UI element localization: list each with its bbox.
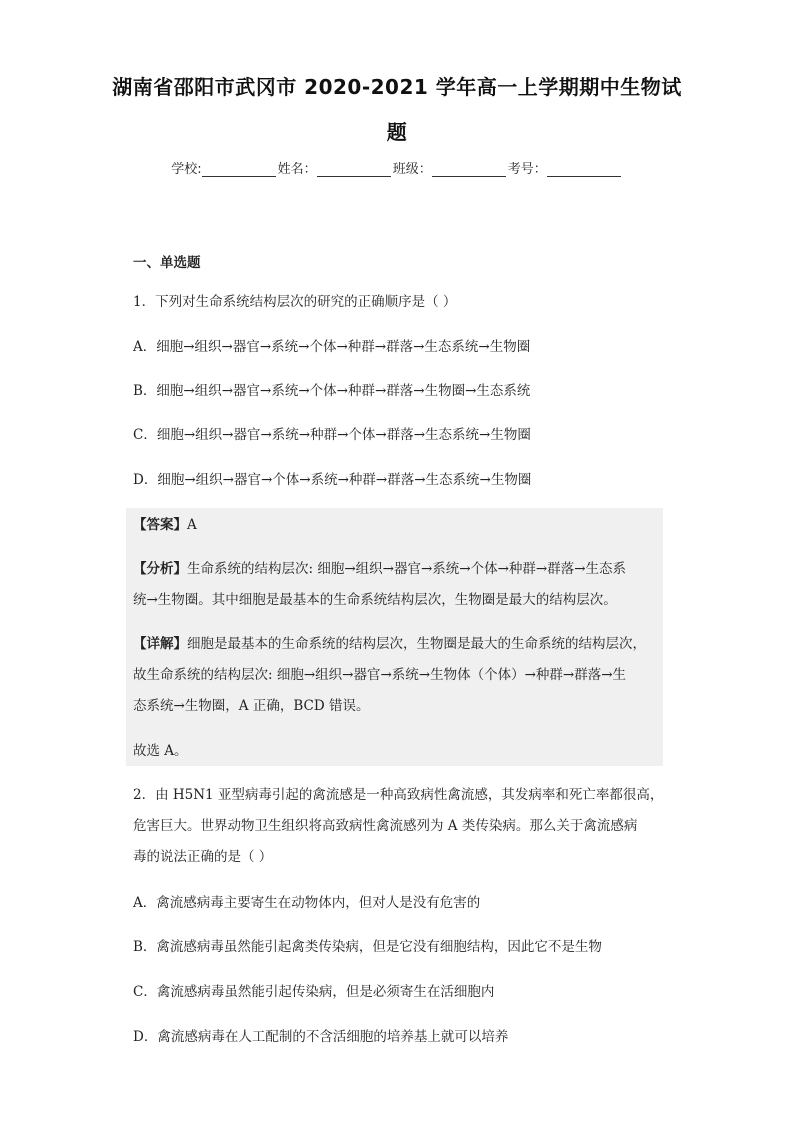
question-1-option-b: B．细胞→组织→器官→系统→个体→种群→群落→生物圈→生态系统 (133, 383, 531, 399)
exam-title-line2: 题 (386, 120, 408, 144)
name-label: 姓名： (277, 162, 317, 177)
question-1-detail-line3: 态系统→生物圈，A 正确，BCD 错误。 (133, 698, 370, 714)
question-1-option-c: C．细胞→组织→器官→系统→种群→个体→群落→生态系统→生物圈 (133, 427, 531, 443)
detail-tag: 【详解】 (133, 636, 187, 652)
question-2-stem-line1: 2．由 H5N1 亚型病毒引起的禽流感是一种高致病性禽流感，其发病率和死亡率都很高， (133, 787, 664, 803)
question-2-option-d: D．禽流感病毒在人工配制的不含活细胞的培养基上就可以培养 (133, 1029, 509, 1045)
question-2-option-c: C．禽流感病毒虽然能引起传染病，但是必须寄生在活细胞内 (133, 984, 495, 1000)
question-1-analysis-line2: 统→生物圈。其中细胞是最基本的生命系统结构层次，生物圈是最大的结构层次。 (133, 592, 617, 608)
student-info-row (0, 158, 794, 177)
exam-number-label: 考号： (507, 162, 547, 177)
question-1-answer (133, 515, 663, 535)
detail-text-1: 细胞是最基本的生命系统的结构层次，生物圈是最大的生命系统的结构层次， (187, 636, 646, 652)
question-1-analysis-line1 (133, 559, 663, 579)
exam-title-line1: 湖南省邵阳市武冈市 2020-2021 学年高一上学期期中生物试 (112, 75, 682, 99)
question-1-option-d: D．细胞→组织→器官→个体→系统→种群→群落→生态系统→生物圈 (133, 472, 532, 488)
question-1-detail-line1 (133, 634, 663, 654)
question-1-stem: 1．下列对生命系统结构层次的研究的正确顺序是（ ） (133, 294, 457, 310)
answer-tag: 【答案】 (133, 517, 187, 533)
question-1-detail-line2: 故生命系统的结构层次: 细胞→组织→器官→系统→生物体（个体）→种群→群落→生 (133, 667, 627, 683)
question-2-stem-line2: 危害巨大。世界动物卫生组织将高致病性禽流感列为 A 类传染病。那么关于禽流感病 (133, 818, 638, 834)
question-2-option-b: B．禽流感病毒虽然能引起禽类传染病，但是它没有细胞结构，因此它不是生物 (133, 939, 602, 955)
question-1-conclusion: 故选 A。 (133, 743, 188, 759)
analysis-tag: 【分析】 (133, 561, 187, 577)
class-label: 班级： (392, 162, 432, 177)
answer-value: A (187, 517, 197, 533)
school-blank (202, 162, 276, 177)
analysis-text-1: 生命系统的结构层次: 细胞→组织→器官→系统→个体→种群→群落→生态系 (187, 561, 627, 577)
name-blank (317, 162, 391, 177)
question-2-stem-line3: 毒的说法正确的是（ ） (133, 849, 273, 865)
class-blank (432, 162, 506, 177)
question-2-option-a: A．禽流感病毒主要寄生在动物体内，但对人是没有危害的 (133, 895, 481, 911)
school-label: 学校: (171, 162, 202, 177)
exam-number-blank (547, 162, 621, 177)
section-heading: 一、单选题 (133, 255, 201, 271)
question-1-option-a: A．细胞→组织→器官→系统→个体→种群→群落→生态系统→生物圈 (133, 339, 531, 355)
